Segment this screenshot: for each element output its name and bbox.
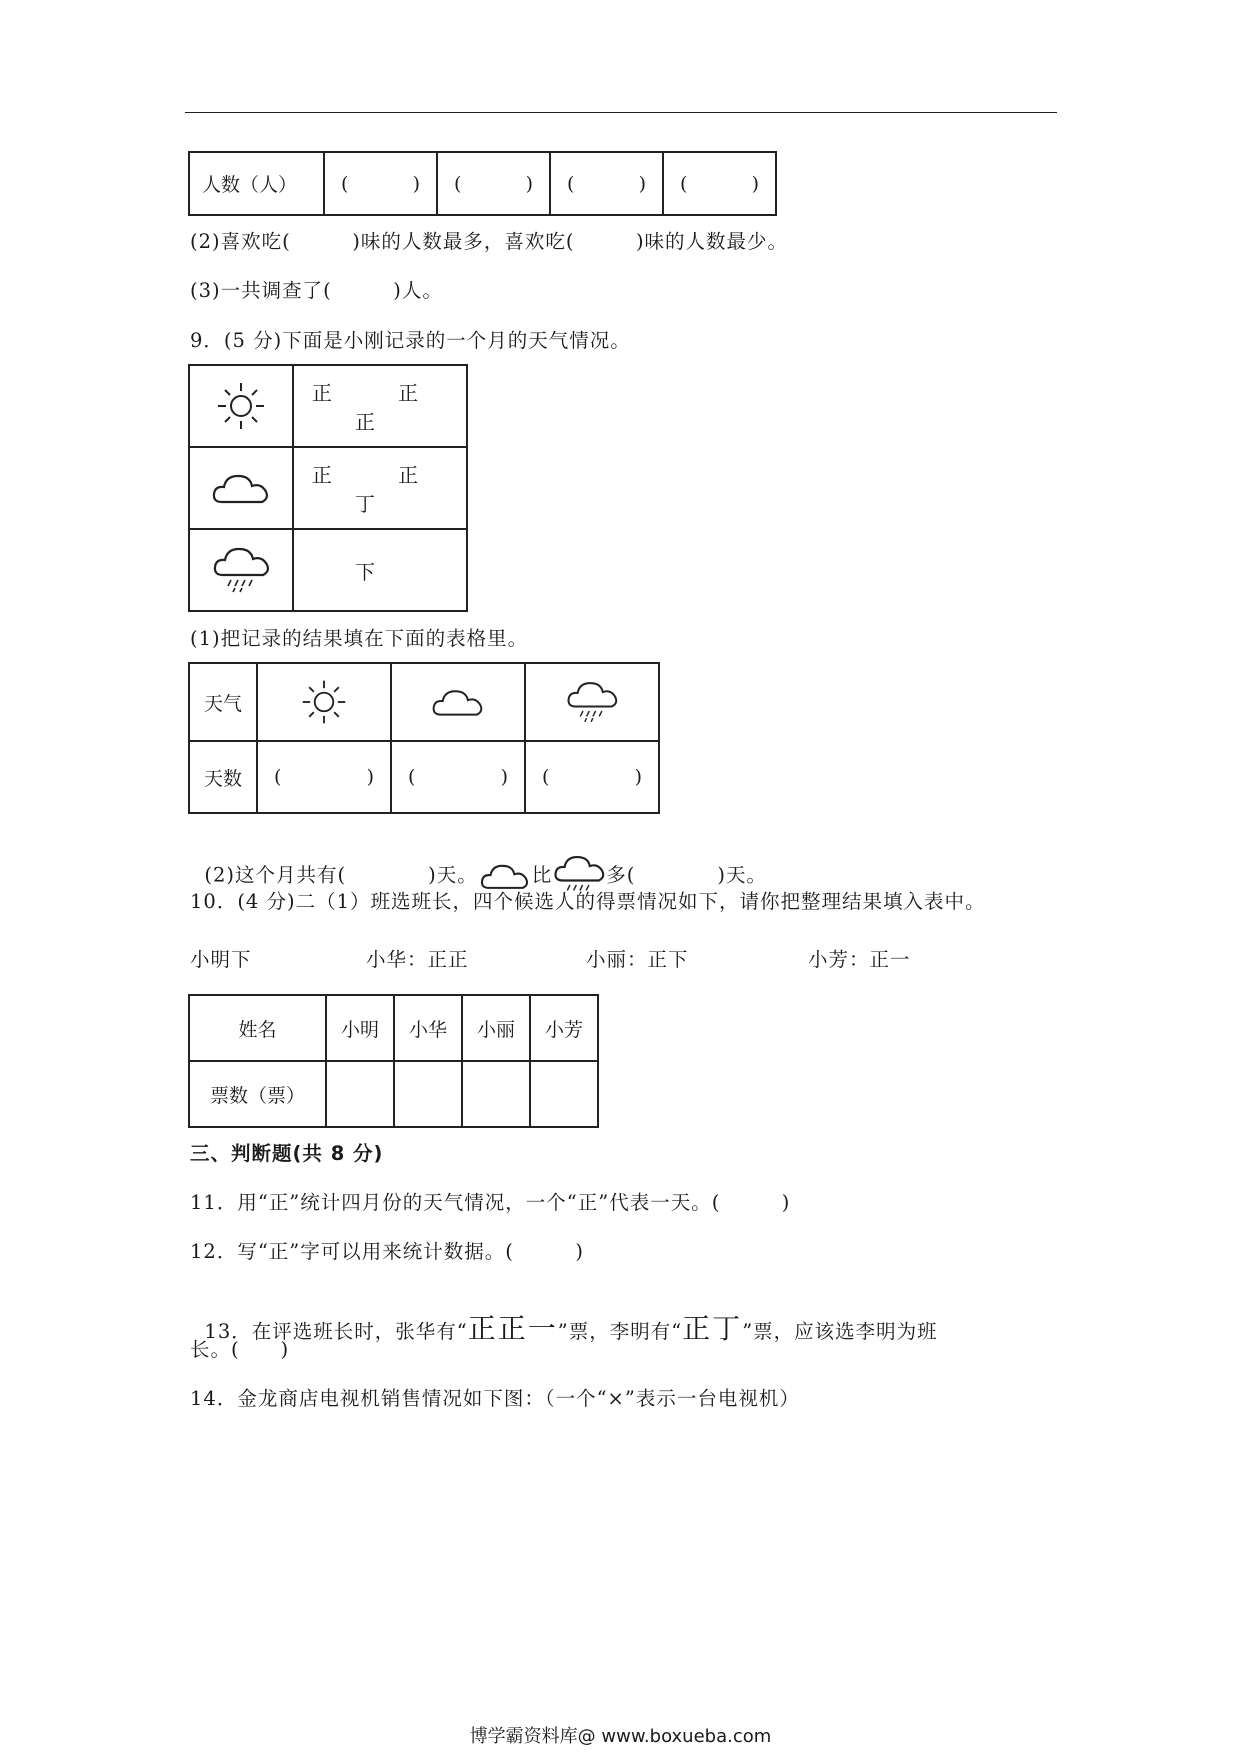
q10-tally-xiaohua: 小华：正正 (366, 948, 469, 971)
sun-icon-cell (189, 365, 293, 447)
q10-title: 10．(4 分)二（1）班选班长，四个候选人的得票情况如下，请你把整理结果填入表中。 (190, 890, 986, 913)
q10-name-cell: 小芳 (530, 995, 598, 1061)
cloud-icon-cell (391, 663, 525, 741)
q10-name-cell: 小丽 (462, 995, 530, 1061)
q10-tally-xiaoming: 小明下 (190, 948, 252, 971)
q10-name-cell: 小明 (326, 995, 394, 1061)
q10-answer-cell[interactable] (462, 1061, 530, 1127)
q9-title: 9．(5 分)下面是小刚记录的一个月的天气情况。 (190, 329, 631, 352)
q8-answer-cell[interactable]: ( ) (663, 152, 776, 215)
q9-record-table (188, 364, 468, 612)
q10-tally-xiaoli: 小丽：正下 (586, 948, 689, 971)
q9-row-weather: 天气 (189, 663, 257, 741)
q8-sub3: (3)一共调查了( )人。 (190, 279, 443, 302)
q9-sub2: (2)这个月共有( )天。 比 多( )天。 (190, 825, 767, 899)
q9-cloud-tally: 正 正 丁 (293, 447, 467, 529)
q10-vote-table (188, 994, 599, 1128)
q14: 14．金龙商店电视机销售情况如下图：（一个“×”表示一台电视机） (190, 1387, 800, 1410)
q9-answer-cell[interactable]: ( ) (391, 741, 525, 813)
section3-title: 三、判断题(共 8 分) (190, 1142, 384, 1165)
cloud-icon-cell (189, 447, 293, 529)
q8-answer-cell[interactable]: ( ) (550, 152, 663, 215)
q8-answer-cell[interactable]: ( ) (437, 152, 550, 215)
rain-icon-cell (189, 529, 293, 611)
cloud-icon (429, 684, 487, 720)
q10-answer-cell[interactable] (530, 1061, 598, 1127)
q11: 11．用“正”统计四月份的天气情况，一个“正”代表一天。( ) (190, 1191, 791, 1214)
q10-answer-cell[interactable] (394, 1061, 462, 1127)
header-rule (185, 112, 1057, 113)
q10-row-votes: 票数（票） (189, 1061, 326, 1127)
footer-watermark: 博学霸资料库@ www.boxueba.com (469, 1726, 772, 1747)
sun-icon (299, 677, 349, 727)
q9-rain-tally: 下 (293, 529, 467, 611)
q9-sun-tally: 正 正 正 (293, 365, 467, 447)
q10-name-cell: 小华 (394, 995, 462, 1061)
q12: 12．写“正”字可以用来统计数据。( ) (190, 1240, 584, 1263)
q8-row-header: 人数（人） (189, 152, 324, 215)
rain-icon-cell (525, 663, 659, 741)
q9-result-table (188, 662, 660, 814)
rain-icon (565, 679, 619, 725)
q10-answer-cell[interactable] (326, 1061, 394, 1127)
sun-icon (214, 379, 268, 433)
q13: 13．在评选班长时，张华有“正正一”票，李明有“正丁”票，应该选李明为班 (204, 1312, 938, 1345)
cloud-icon (210, 468, 272, 508)
q9-row-days: 天数 (189, 741, 257, 813)
rain-icon (211, 545, 271, 595)
q9-sub1: (1)把记录的结果填在下面的表格里。 (190, 627, 529, 650)
q8-count-table (188, 151, 777, 216)
q8-sub2: (2)喜欢吃( )味的人数最多，喜欢吃( )味的人数最少。 (190, 230, 789, 253)
q9-answer-cell[interactable]: ( ) (525, 741, 659, 813)
sun-icon-cell (257, 663, 391, 741)
q13-cont: 长。( ) (190, 1338, 290, 1361)
q8-answer-cell[interactable]: ( ) (324, 152, 437, 215)
q10-tally-xiaofang: 小芳：正一 (808, 948, 911, 971)
q9-answer-cell[interactable]: ( ) (257, 741, 391, 813)
q10-header-name: 姓名 (189, 995, 326, 1061)
